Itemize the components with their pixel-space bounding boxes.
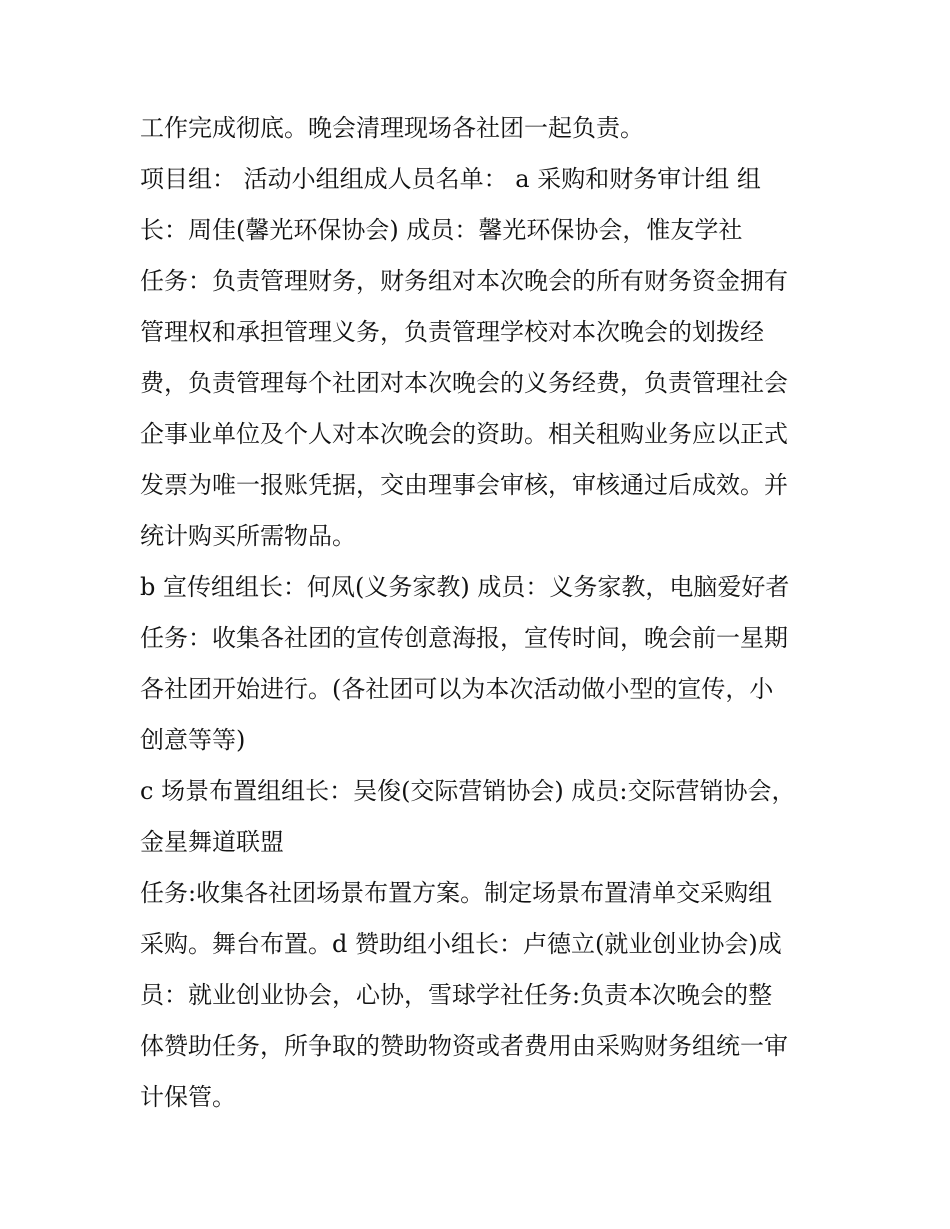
text-line: c 场景布置组组长：吴俊(交际营销协会) 成员:交际营销协会， — [140, 777, 796, 805]
text-line: 金星舞道联盟 — [140, 828, 284, 856]
text-line: 工作完成彻底。晚会清理现场各社团一起负责。 — [140, 114, 644, 142]
text-line: 各社团开始进行。(各社团可以为本次活动做小型的宣传，小 — [140, 675, 774, 703]
text-line: 任务：收集各社团的宣传创意海报，宣传时间，晚会前一星期 — [140, 624, 788, 652]
text-line: 项目组： 活动小组组成人员名单： a 采购和财务审计组 组 — [140, 165, 761, 193]
text-line: 统计购买所需物品。 — [140, 522, 356, 550]
text-line: 费，负责管理每个社团对本次晚会的义务经费，负责管理社会 — [140, 369, 788, 397]
text-line: 体赞助任务，所争取的赞助物资或者费用由采购财务组统一审 — [140, 1032, 788, 1060]
text-line: 计保管。 — [140, 1083, 236, 1111]
text-line: 管理权和承担管理义务，负责管理学校对本次晚会的划拨经 — [140, 318, 764, 346]
text-line: 发票为唯一报账凭据，交由理事会审核，审核通过后成效。并 — [140, 471, 788, 499]
text-line: 任务:收集各社团场景布置方案。制定场景布置清单交采购组 — [140, 879, 773, 907]
text-line: 采购。舞台布置。d 赞助组小组长：卢德立(就业创业协会)成 — [140, 930, 782, 958]
text-line: 长：周佳(馨光环保协会) 成员：馨光环保协会，惟友学社 — [140, 216, 743, 244]
body-text — [140, 103, 820, 1123]
text-line: 任务：负责管理财务，财务组对本次晚会的所有财务资金拥有 — [140, 267, 788, 295]
text-line: 企事业单位及个人对本次晚会的资助。相关租购业务应以正式 — [140, 420, 788, 448]
text-line: b 宣传组组长：何凤(义务家教) 成员：义务家教，电脑爱好者 — [140, 573, 790, 601]
text-line: 创意等等) — [140, 726, 246, 754]
text-line: 员：就业创业协会，心协，雪球学社任务:负责本次晚会的整 — [140, 981, 773, 1009]
